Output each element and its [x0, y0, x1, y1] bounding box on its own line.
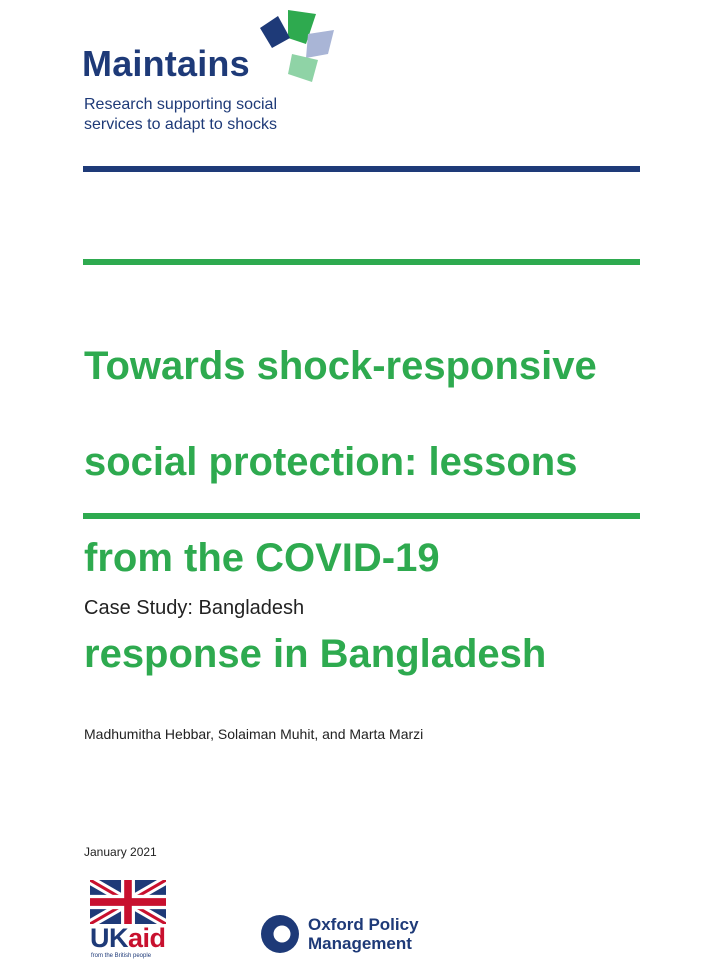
title-line-1: Towards shock-responsive	[84, 344, 597, 388]
title-line-2: social protection: lessons	[84, 440, 578, 484]
header-divider	[83, 166, 640, 172]
opm-line-1: Oxford Policy	[308, 915, 419, 934]
brand-tagline	[84, 95, 384, 135]
report-subtitle: Case Study: Bangladesh	[84, 597, 305, 619]
maintains-shapes-icon	[258, 4, 338, 84]
union-jack-flag-icon	[90, 880, 166, 924]
report-authors: Madhumitha Hebbar, Solaiman Muhit, and Marta Marzi	[84, 726, 424, 742]
title-line-4: response in Bangladesh	[84, 632, 547, 676]
title-line-3: from the COVID-19	[84, 536, 440, 580]
ukaid-tagline: from the British people	[91, 953, 152, 959]
ukaid-logo	[90, 880, 166, 960]
tagline-line-1: Research supporting social	[84, 96, 277, 113]
ukaid-uk-text: UK	[90, 923, 128, 953]
opm-circle-logo-icon	[260, 914, 300, 954]
report-date: January 2021	[84, 845, 157, 859]
report-title	[84, 294, 644, 726]
ukaid-aid-text: aid	[128, 923, 166, 953]
tagline-line-2: services to adapt to shocks	[84, 116, 277, 133]
title-bottom-rule	[83, 513, 640, 519]
brand-name: Maintains	[82, 43, 250, 84]
title-top-rule	[83, 259, 640, 265]
opm-line-2: Management	[308, 934, 412, 953]
ukaid-wordmark	[90, 924, 166, 952]
opm-wordmark	[308, 915, 419, 953]
opm-logo	[260, 910, 460, 958]
